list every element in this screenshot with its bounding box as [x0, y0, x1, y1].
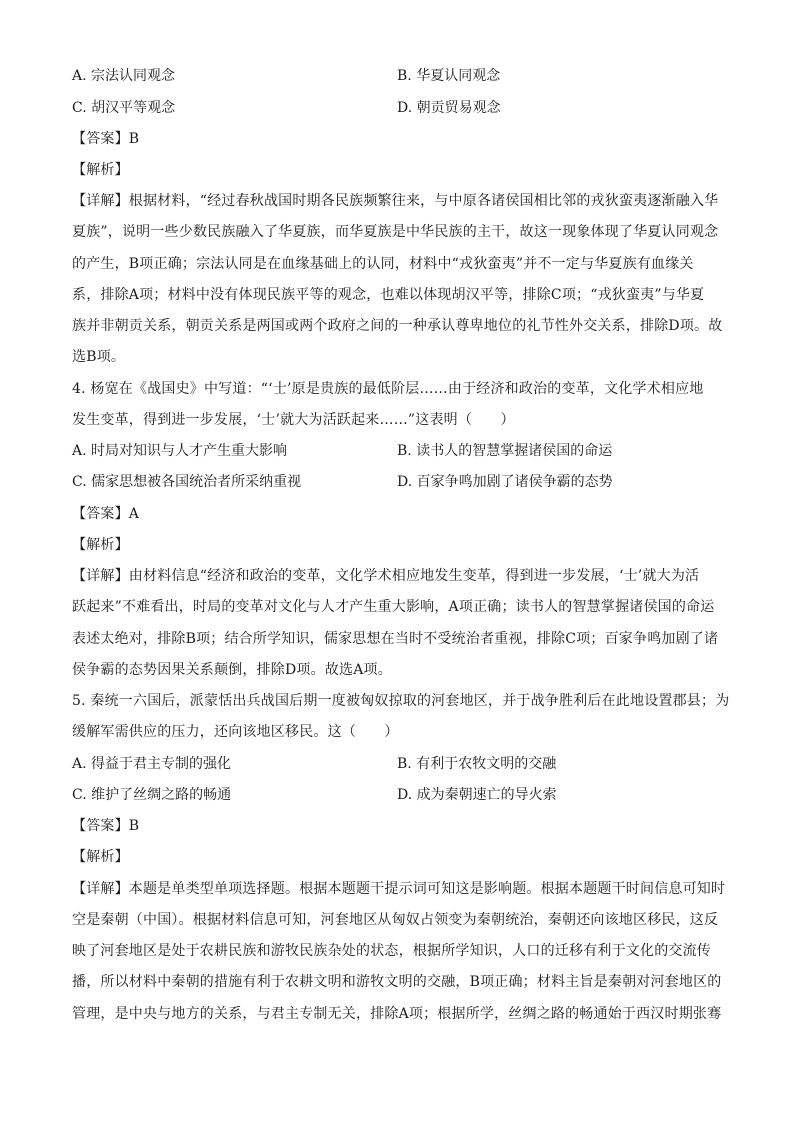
q5-option-b: B. 有利于农牧文明的交融: [397, 756, 557, 772]
q3-detail-line: 夏族”，说明一些少数民族融入了华夏族，而华夏族是中华民族的主干，故这一现象体现了华夏认同观念: [72, 224, 719, 240]
q3-detail-line: 系，排除A项；材料中没有体现民族平等的观念，也难以体现胡汉平等，排除C项；“戎狄蛮夷”与华夏: [72, 287, 705, 303]
q3-option-b: B. 华夏认同观念: [397, 68, 501, 84]
q4-option-d: D. 百家争鸣加剧了诸侯争霸的态势: [397, 474, 613, 490]
q3-option-a: A. 宗法认同观念: [72, 68, 176, 84]
q4-analysis-label: 【解析】: [72, 537, 129, 553]
q5-detail-line: 管理，是中央与地方的关系，与君主专制无关，排除A项；根据所学，丝绸之路的畅通始于西汉时期张骞: [72, 1006, 722, 1022]
q3-option-c: C. 胡汉平等观念: [72, 100, 176, 116]
q4-detail-line: 侯争霸的态势因果关系颠倒，排除D项。故选A项。: [72, 662, 392, 678]
q5-option-d: D. 成为秦朝速亡的导火索: [397, 787, 557, 803]
q4-stem-line: 4. 杨宽在《战国史》中写道：“‘士’原是贵族的最低阶层……由于经济和政治的变革，文化学术相应地: [72, 381, 704, 397]
q4-detail-line: 表述太绝对，排除B项；结合所学知识，儒家思想在当时不受统治者重视，排除C项；百家争鸣加剧了诸: [72, 631, 719, 647]
q5-option-a: A. 得益于君主专制的强化: [72, 756, 232, 772]
q3-detail-line: 族并非朝贡关系，朝贡关系是两国或两个政府之间的一种承认尊卑地位的礼节性外交关系，排除D项。故: [72, 318, 723, 334]
q3-detail-line: 【详解】根据材料，“经过春秋战国时期各民族频繁往来，与中原各诸侯国相比邻的戎狄蛮夷逐渐融入华: [72, 193, 719, 209]
q5-detail-line: 空是秦朝（中国）。根据材料信息可知，河套地区从匈奴占领变为秦朝统治，秦朝还向该地区移民，这反: [72, 912, 719, 928]
q4-answer: 【答案】A: [72, 506, 140, 522]
q5-stem-line: 5. 秦统一六国后，派蒙恬出兵战国后期一度被匈奴掠取的河套地区，并于战争胜利后在此地设置郡县；为: [72, 693, 730, 709]
q4-option-c: C. 儒家思想被各国统治者所采纳重视: [72, 474, 302, 490]
q4-stem-line: 发生变革，得到进一步发展，‘士’就大为活跃起来……”这表明（ ）: [72, 412, 515, 428]
q5-option-c: C. 维护了丝绸之路的畅通: [72, 787, 232, 803]
q4-detail-line: 【详解】由材料信息“经济和政治的变革，文化学术相应地发生变革，得到进一步发展，‘士’就大为活: [72, 568, 700, 584]
q5-stem-line: 缓解军需供应的压力，还向该地区移民。这（ ）: [72, 724, 399, 740]
q4-option-a: A. 时局对知识与人才产生重大影响: [72, 443, 288, 459]
q3-detail-line: 选B项。: [72, 349, 126, 365]
q4-option-b: B. 读书人的智慧掌握诸侯国的命运: [397, 443, 613, 459]
q4-detail-line: 跃起来”不难看出，时局的变革对文化与人才产生重大影响，A项正确；读书人的智慧掌握诸侯国的命运: [72, 599, 715, 615]
q5-detail-line: 映了河套地区是处于农耕民族和游牧民族杂处的状态，根据所学知识，人口的迁移有利于文化的交流传: [72, 943, 711, 959]
q5-detail-line: 【详解】本题是单类型单项选择题。根据本题题干提示词可知这是影响题。根据本题题干时间信息可知时: [72, 881, 726, 897]
q3-answer: 【答案】B: [72, 131, 140, 147]
q3-option-d: D. 朝贡贸易观念: [397, 100, 501, 116]
q5-answer: 【答案】B: [72, 818, 140, 834]
q3-analysis-label: 【解析】: [72, 162, 129, 178]
q5-detail-line: 播，所以材料中秦朝的措施有利于农耕文明和游牧文明的交融，B项正确；材料主旨是秦朝对河套地区的: [72, 974, 722, 990]
q3-detail-line: 的产生，B项正确；宗法认同是在血缘基础上的认同，材料中“戎狄蛮夷”并不一定与华夏族有血缘关: [72, 256, 694, 272]
q5-analysis-label: 【解析】: [72, 849, 129, 865]
